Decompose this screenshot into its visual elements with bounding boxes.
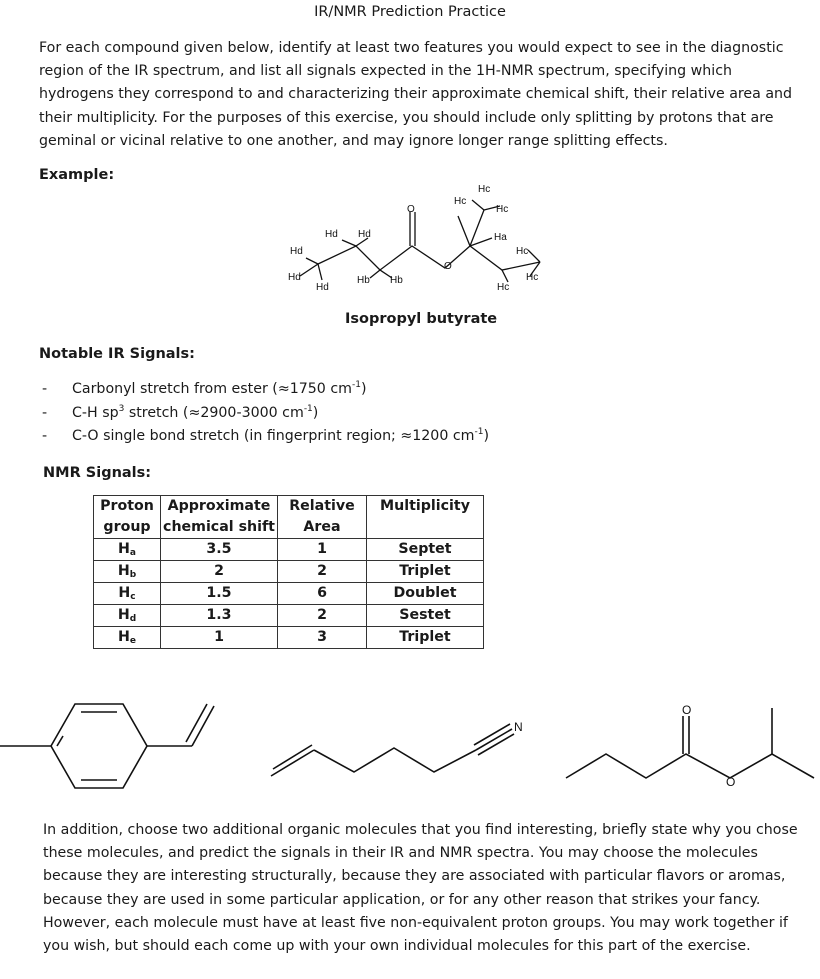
carbonyl-o-label: O <box>682 703 692 717</box>
hexenenitrile-structure <box>271 724 514 776</box>
methylstyrene-structure <box>0 704 214 788</box>
table-header-row: Proton Approximate Relative Multiplicity <box>94 496 484 518</box>
nmr-signal-table <box>93 495 484 649</box>
svg-text:Hc: Hc <box>516 246 529 257</box>
instructions-paragraph: For each compound given below, identify at least two features you would expect to see in the diagnostic region of the IR spectrum, and list all signals expected in the 1H-NMR spectrum, specifying which hydrogens they correspond to and characterizing their approximate chemical shift, their relative area and their multiplicity. For the purposes of this exercise, you should include only splitting by protons that are geminal or vicinal relative to one another, and may ignore longer range splitting effects. <box>39 40 793 149</box>
example-molecule-name: Isopropyl butyrate <box>345 311 498 327</box>
practice-structures <box>0 690 820 800</box>
ester-o-label: O <box>726 775 736 789</box>
table-row: $H_d$ 1.3 2 Sestet <box>94 605 484 627</box>
svg-text:Hd: Hd <box>290 246 303 257</box>
svg-text:Ha: Ha <box>494 232 507 243</box>
svg-text:Hd: Hd <box>288 272 301 283</box>
svg-text:Hc: Hc <box>454 196 467 207</box>
ir-signal-item: - Carbonyl stretch from ester (≈1750 $cm^{-1}$) <box>42 380 367 397</box>
svg-text:Hb: Hb <box>357 275 370 286</box>
svg-text:Hc: Hc <box>478 184 491 195</box>
svg-text:Hc: Hc <box>496 204 509 215</box>
table-row: $H_c$ 1.5 6 Doublet <box>94 583 484 605</box>
isopropyl-butyrate-structure <box>270 178 560 300</box>
table-header-row: group chemical shift Area <box>94 517 484 539</box>
ir-signal-list <box>42 378 489 449</box>
ir-signal-item: - C-H $sp^3$ stretch (≈2900-3000 $cm^{-1}$) <box>42 403 319 421</box>
table-row: $H_b$ 2 2 Triplet <box>94 561 484 583</box>
page-title: IR/NMR Prediction Practice <box>314 4 506 20</box>
svg-text:Hc: Hc <box>497 282 510 293</box>
ir-signal-item: - C-O single bond stretch (in fingerprint region; ≈1200 $cm^{-1}$) <box>42 427 490 444</box>
ir-heading: Notable IR Signals: <box>39 346 195 362</box>
svg-text:Hd: Hd <box>316 282 329 293</box>
svg-text:Hc: Hc <box>526 272 539 283</box>
ester-oxygen-label: O <box>444 261 452 272</box>
svg-text:Hd: Hd <box>358 229 371 240</box>
table-row: $H_e$ 1 3 Triplet <box>94 627 484 649</box>
table-row: $H_a$ 3.5 1 Septet <box>94 539 484 561</box>
nmr-heading: NMR Signals: <box>43 465 152 481</box>
isopropyl-propanoate-structure <box>566 708 814 778</box>
svg-text:Hd: Hd <box>325 229 338 240</box>
closing-paragraph: In addition, choose two additional organic molecules that you find interesting, briefly state why you chose these molecules, and predict the signals in their IR and NMR spectra. You may choose the molecules because they are interesting structurally, because they are associated with particular flavors or aromas, because they are used in some particular application, or for any other reason that strikes your fancy. However, each molecule must have at least five non-equivalent proton groups. You may work together if you wish, but should each come up with your own individual molecules for this part of the exercise. <box>43 822 798 955</box>
nitrile-n-label: N <box>514 720 523 734</box>
carbonyl-oxygen-label: O <box>407 204 415 215</box>
example-heading: Example: <box>39 167 115 183</box>
svg-text:Hb: Hb <box>390 275 403 286</box>
